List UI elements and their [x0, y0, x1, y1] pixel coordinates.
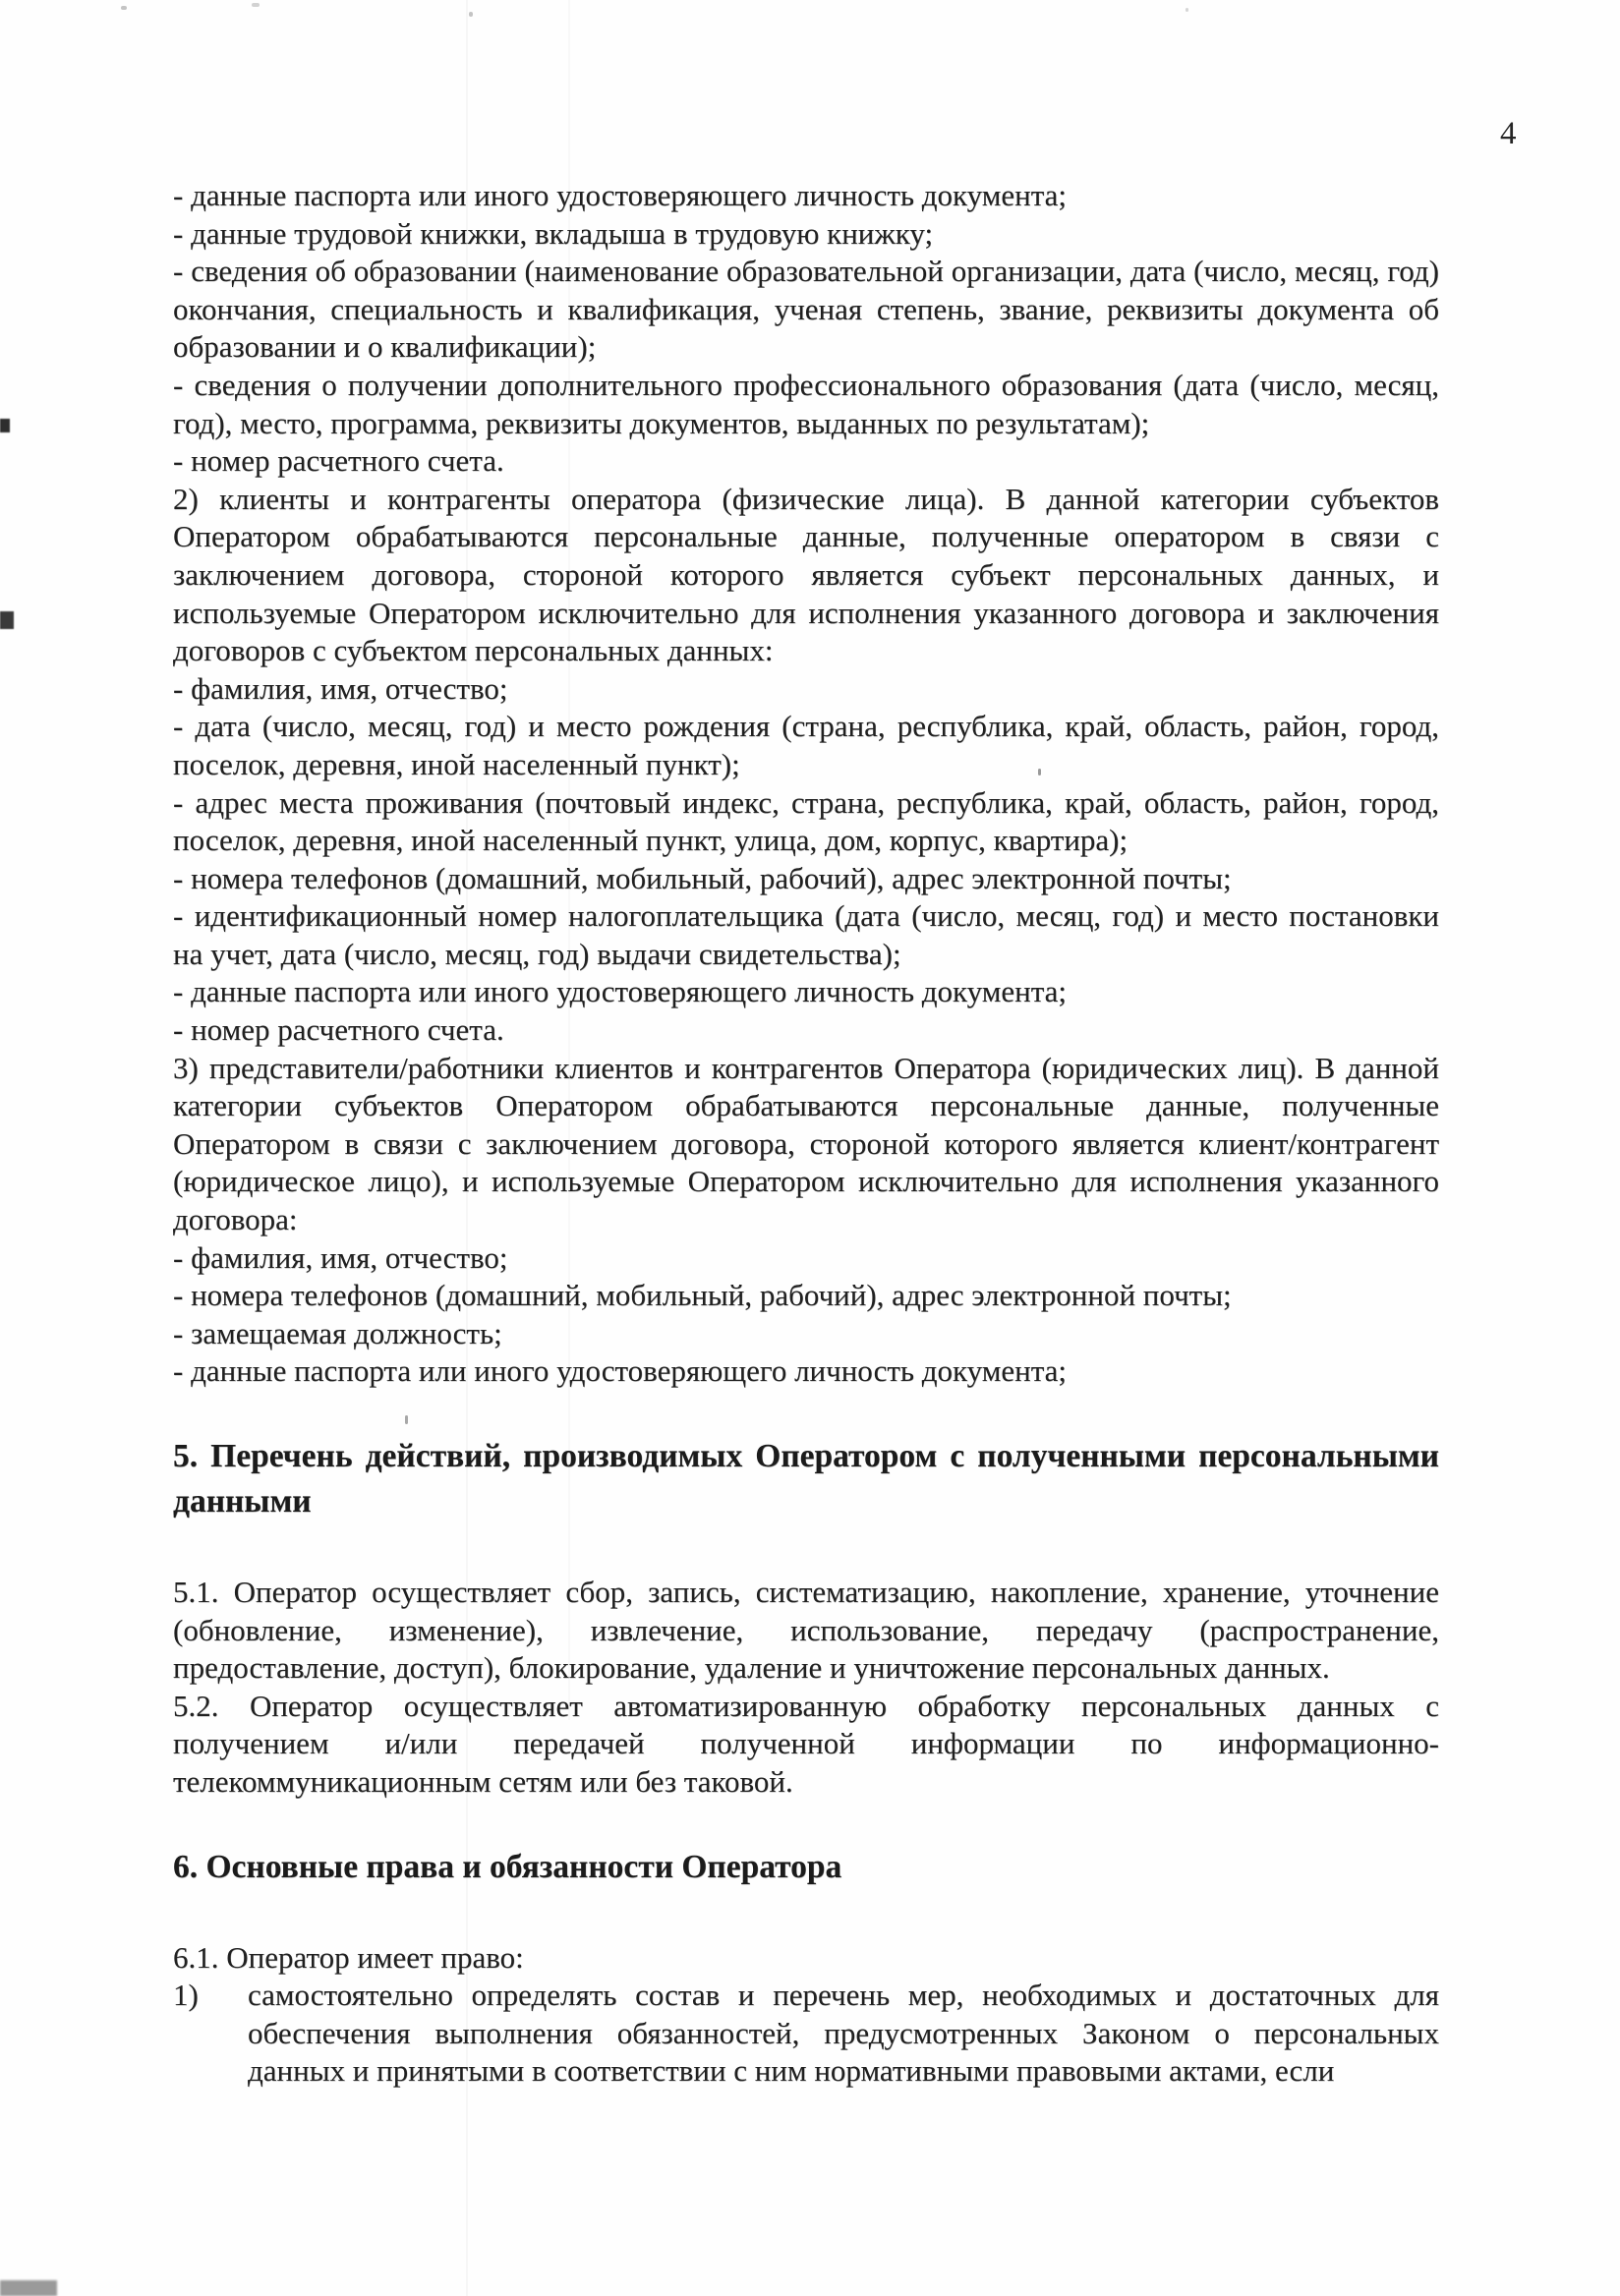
dash-list-item: - адрес места проживания (почтовый индекс, страна, республика, край, область, район, город, поселок, деревня, иной населенный пункт, улица, дом, корпус, квартира); — [173, 784, 1439, 858]
item-marker: 1) — [173, 1978, 199, 2013]
scan-speck — [1186, 8, 1188, 12]
dash-list-item: - данные паспорта или иного удостоверяющего личность документа; — [173, 1353, 1068, 1389]
dash-list-item: - сведения о получении дополнительного профессионального образования (дата (число, месяц, год), место, программа, реквизиты документов, выданных по результатам); — [173, 367, 1439, 440]
dash-list-item: - номер расчетного счета. — [173, 1012, 504, 1048]
section-6-heading: 6. Основные права и обязанности Оператора — [173, 1848, 842, 1885]
paragraph-5-1: 5.1. Оператор осуществляет сбор, запись, систематизацию, накопление, хранение, уточнение (обновление, изменение), извлечение, использование, передачу (распространение, предоставление, доступ), блокирование, удаление и уничтожение персональных данных. — [173, 1575, 1439, 1686]
scan-edge-mark — [0, 419, 10, 432]
dash-list-item: - данные трудовой книжки, вкладыша в трудовую книжку; — [173, 215, 934, 251]
dash-list-item: - идентификационный номер налогоплательщика (дата (число, месяц, год) и место постановки на учет, дата (число, месяц, год) выдачи свидетельства); — [173, 898, 1439, 971]
document-body — [173, 177, 1439, 2091]
scan-edge-mark — [0, 611, 14, 629]
dash-list-item: - фамилия, имя, отчество; — [173, 670, 508, 706]
paragraph-category-2: 2) клиенты и контрагенты оператора (физические лица). В данной категории субъектов Оператором обрабатываются персональные данные, полученные оператором в связи с заключением договора, стороной которого является субъект персональных данных, и используемые Оператором исключительно для исполнения указанного договора и заключения договоров с субъектом персональных данных: — [173, 481, 1439, 668]
dash-list-item: - замещаемая должность; — [173, 1315, 502, 1350]
page-number: 4 — [1500, 116, 1517, 151]
scan-speck — [252, 3, 260, 7]
scan-speck — [121, 6, 127, 10]
dash-list-item: - фамилия, имя, отчество; — [173, 1239, 508, 1275]
scan-edge-mark — [0, 2280, 57, 2296]
dash-list-item: - номера телефонов (домашний, мобильный, рабочий), адрес электронной почты; — [173, 860, 1232, 895]
dash-list-item: - номер расчетного счета. — [173, 443, 504, 479]
paragraph-6-1: 6.1. Оператор имеет право: — [173, 1939, 524, 1975]
scan-speck — [469, 12, 473, 17]
paragraph-5-2: 5.2. Оператор осуществляет автоматизированную обработку персональных данных с получением и/или передачей полученной информации по информационно-телекоммуникационным сетям или без таковой. — [173, 1688, 1439, 1799]
numbered-list-item-1 — [173, 1977, 1439, 2091]
section-5-heading: 5. Перечень действий, производимых Оператором с полученными персональными данными — [173, 1438, 1439, 1520]
dash-list-item: - данные паспорта или иного удостоверяющего личность документа; — [173, 974, 1068, 1009]
paragraph-category-3: 3) представители/работники клиентов и контрагентов Оператора (юридических лиц). В данной категории субъектов Оператором обрабатываются персональные данные, полученные Оператором в связи с заключением договора, стороной которого является клиент/контрагент (юридическое лицо), и используемые Оператором исключительно для исполнения указанного договора: — [173, 1050, 1439, 1237]
dash-list-item: - дата (число, месяц, год) и место рождения (страна, республика, край, область, район, город, поселок, деревня, иной населенный пункт); — [173, 709, 1439, 781]
dash-list-item: - номера телефонов (домашний, мобильный, рабочий), адрес электронной почты; — [173, 1278, 1232, 1313]
dash-list-item: - сведения об образовании (наименование образовательной организации, дата (число, месяц, год) окончания, специальность и квалификация, ученая степень, звание, реквизиты документа об образовании и о квалификации); — [173, 254, 1439, 365]
dash-list-item: - данные паспорта или иного удостоверяющего личность документа; — [173, 178, 1068, 212]
item-text: самостоятельно определять состав и перечень мер, необходимых и достаточных для обеспечения выполнения обязанностей, предусмотренных Законом о персональных данных и принятыми в соответствии с ним нормативными правовыми актами, если — [248, 1978, 1439, 2089]
